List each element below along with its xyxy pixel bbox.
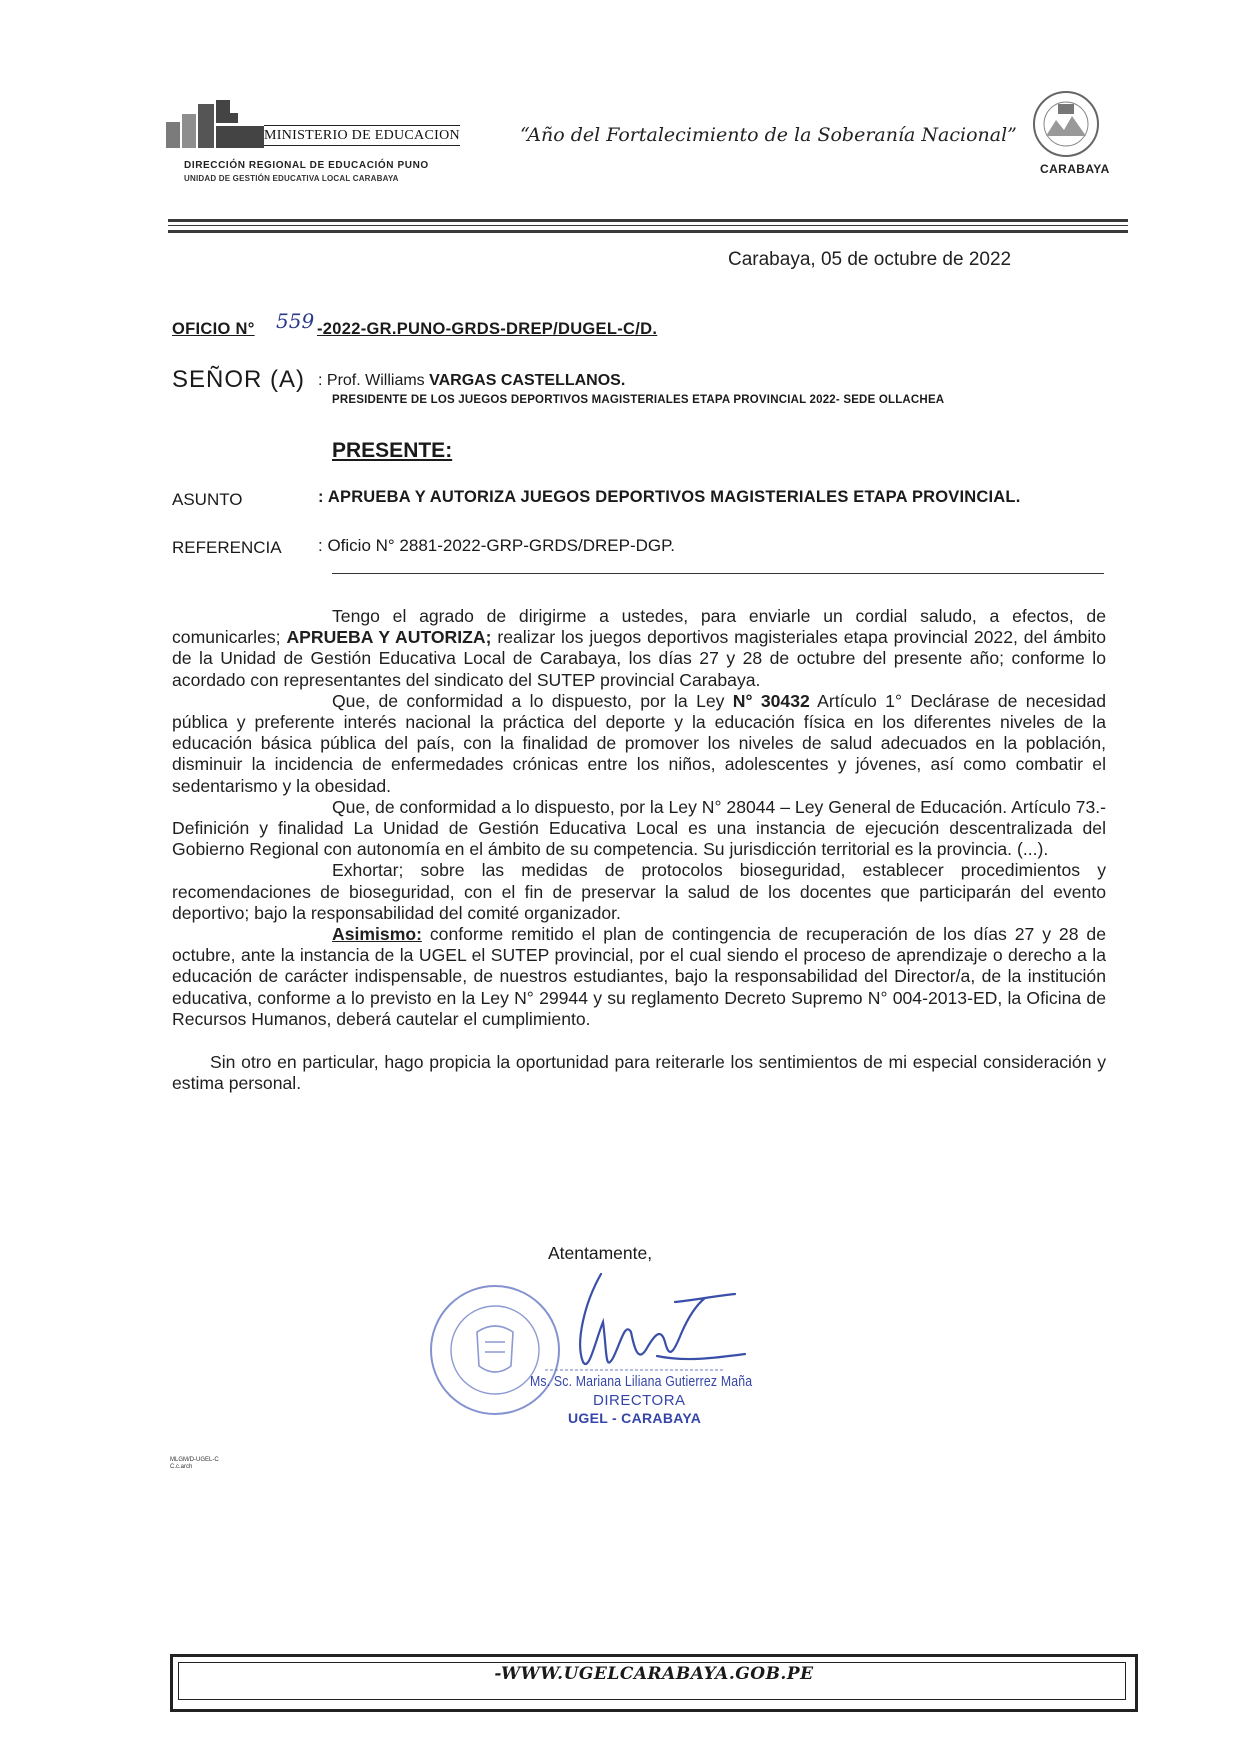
paragraph-3: Que, de conformidad a lo dispuesto, por la Ley N° 28044 – Ley General de Educación. Artículo 73.- Definición y finalidad La Unidad de Gestión Educativa Local es una instancia de ejecución descentralizada del Gobierno Regional con autonomía en el ámbito de su competencia. Su jurisdicción territorial es la provincia. (...).: [172, 796, 1106, 860]
oficio-number: 559: [276, 309, 315, 333]
paragraph-text: realizar los juegos deportivos magisteriales etapa provincial 2022, del ámbito de la Unidad de Gestión Educativa Local de Carabaya, los días 27 y 28 de octubre del presente año; conforme lo acordado con representantes del sindicato del SUTEP provincial Carabaya.: [172, 627, 1106, 690]
oficio-label: OFICIO N°: [172, 320, 255, 338]
ministry-rule-bottom: [264, 145, 460, 146]
ugel-seal-icon: [1024, 86, 1108, 158]
ministry-rule-top: [264, 125, 460, 126]
paragraph-text: Que, de conformidad a lo dispuesto, por la Ley: [332, 690, 733, 711]
recipient-name: [318, 372, 625, 390]
presente-heading: PRESENTE:: [332, 439, 453, 462]
closing-salutation: Atentamente,: [548, 1243, 653, 1263]
year-motto: “Año del Fortalecimiento de la Soberanía Nacional”: [520, 124, 1017, 146]
closing-paragraph: Sin otro en particular, hago propicia la oportunidad para reiterarle los sentimientos de mi especial consideración y estima personal.: [172, 1052, 1106, 1094]
seal-label: CARABAYA: [1040, 162, 1110, 176]
signer-name: Ms. Sc. Mariana Liliana Gutierrez Maña: [530, 1373, 753, 1390]
local-unit: UNIDAD DE GESTIÓN EDUCATIVA LOCAL CARABAYA: [184, 174, 399, 183]
paragraph-emphasis: N° 30432: [732, 690, 810, 711]
header-rule: [168, 225, 1128, 226]
paragraph-text: Artículo 1° Declárase de necesidad pública y preferente interés nacional la práctica del deporte y la educación física en los diferentes niveles de la educación básica pública del país, con la finalidad de promover los niveles de salud adecuados en la población, disminuir la incidencia de enfermedades crónicas entre los niños, adolescentes y jóvenes, así como combatir el sedentarismo y la obesidad.: [172, 690, 1106, 796]
letter-body: [172, 606, 1106, 1094]
ministry-name: MINISTERIO DE EDUCACION: [264, 128, 460, 143]
paragraph-emphasis: APRUEBA Y AUTORIZA;: [286, 627, 492, 648]
initials-line: MLGM/D-UGEL-C: [170, 1457, 219, 1463]
regional-direction: DIRECCIÓN REGIONAL DE EDUCACIÓN PUNO: [184, 160, 429, 171]
paragraph-5: [172, 924, 1106, 1030]
signer-unit: UGEL - CARABAYA: [568, 1410, 702, 1426]
paragraph-emphasis: Asimismo:: [332, 924, 422, 945]
asunto-label: ASUNTO: [172, 490, 243, 509]
header-rule: [168, 219, 1128, 222]
document-date: Carabaya, 05 de octubre de 2022: [728, 249, 1012, 270]
paragraph-text: Tengo el agrado de dirigirme a ustedes, para enviarle un cordial saludo, a efectos, de comunicarles;: [172, 606, 1106, 648]
salutation: SEÑOR (A): [172, 366, 306, 393]
header-rule: [168, 230, 1128, 233]
ministry-logo-icon: [166, 100, 266, 148]
recipient-title: PRESIDENTE DE LOS JUEGOS DEPORTIVOS MAGISTERIALES ETAPA PROVINCIAL 2022- SEDE OLLACHEA: [332, 394, 945, 406]
copy-line: C.c.arch: [170, 1464, 193, 1470]
referencia-rule: [332, 573, 1104, 574]
paragraph-4: Exhortar; sobre las medidas de protocolos bioseguridad, establecer procedimientos y recomendaciones de bioseguridad, con el fin de preservar la salud de los docentes que participarán del evento deportivo; bajo la responsabilidad del comité organizador.: [172, 860, 1106, 923]
paragraph-text: conforme remitido el plan de contingencia de recuperación de los días 27 y 28 de octubre, ante la instancia de la UGEL el SUTEP provincial, por el cual siendo el proceso de aprendizaje o derecho a la educación de carácter indispensable, de nuestros estudiantes, bajo la responsabilidad del Director/a, de la institución educativa, conforme a lo previsto en la Ley N° 29944 y su reglamento Decreto Supremo N° 004-2013-ED, la Oficina de Recursos Humanos, deberá cautelar el cumplimiento.: [172, 924, 1106, 1029]
footer-website: -WWW.UGELCARABAYA.GOB.PE: [494, 1664, 814, 1684]
paragraph-2: [172, 691, 1106, 797]
recipient-prefix: : Prof. Williams: [318, 372, 430, 389]
referencia-label: REFERENCIA: [172, 538, 282, 557]
recipient-surname: VARGAS CASTELLANOS.: [429, 372, 626, 389]
reference-initials: [170, 1457, 219, 1471]
signer-role: DIRECTORA: [593, 1392, 686, 1409]
paragraph-1: [172, 606, 1106, 691]
oficio-code: -2022-GR.PUNO-GRDS-DREP/DUGEL-C/D.: [317, 320, 658, 338]
referencia-text: : Oficio N° 2881-2022-GRP-GRDS/DREP-DGP.: [318, 536, 675, 555]
asunto-text: : APRUEBA Y AUTORIZA JUEGOS DEPORTIVOS MAGISTERIALES ETAPA PROVINCIAL.: [318, 488, 1021, 506]
